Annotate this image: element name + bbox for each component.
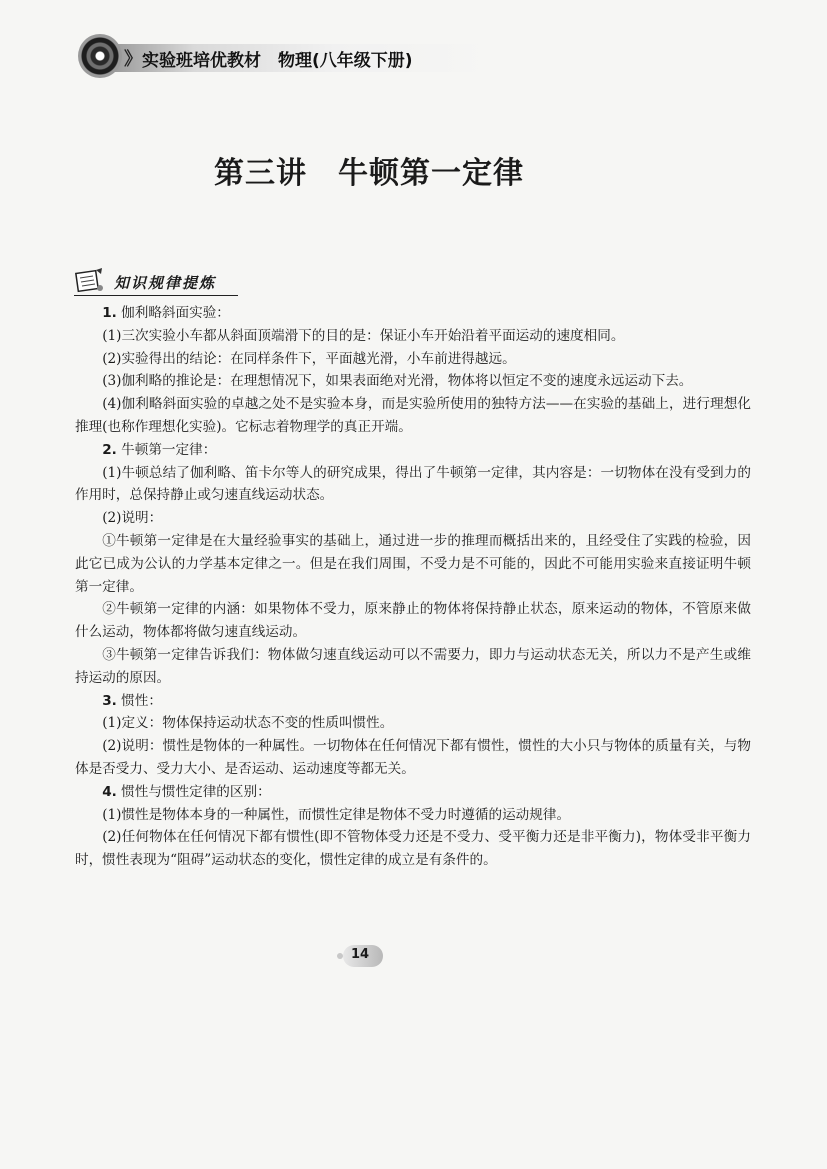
body-paragraph: (3)伽利略的推论是：在理想情况下，如果表面绝对光滑，物体将以恒定不变的速度永远运动下去。 bbox=[102, 373, 693, 390]
heading-text: 惯性与惯性定律的区别： bbox=[121, 783, 271, 800]
chevron-right-icon: 》 bbox=[124, 49, 139, 70]
running-header bbox=[78, 32, 498, 82]
numbered-heading bbox=[75, 690, 751, 713]
body-paragraph: (2)任何物体在任何情况下都有惯性(即不管物体受力还是不受力、受平衡力还是非平衡力)，物体受非平衡力时，惯性表现为“阻碍”运动状态的变化，惯性定律的成立是有条件的。 bbox=[75, 829, 751, 869]
numbered-heading bbox=[75, 781, 751, 804]
divider bbox=[74, 295, 238, 296]
body-paragraph: (2)说明：惯性是物体的一种属性。一切物体在任何情况下都有惯性，惯性的大小只与物体的质量有关，与物体是否受力、受力大小、是否运动、运动速度等都无关。 bbox=[75, 738, 751, 777]
heading-text: 伽利略斜面实验： bbox=[121, 305, 230, 321]
notebook-icon bbox=[74, 266, 104, 294]
body-paragraph: (2)实验得出的结论：在同样条件下，平面越光滑，小车前进得越远。 bbox=[102, 350, 516, 367]
heading-text: 惯性： bbox=[121, 692, 162, 709]
heading-number: 1. bbox=[102, 305, 117, 321]
page-number-badge bbox=[337, 943, 383, 969]
section-heading bbox=[74, 262, 254, 298]
body-paragraph: (1)三次实验小车都从斜面顶端滑下的目的是：保证小车开始沿着平面运动的速度相同。 bbox=[102, 327, 625, 344]
heading-number: 4. bbox=[102, 783, 117, 800]
body-paragraph: ①牛顿第一定律是在大量经验事实的基础上，通过进一步的推理而概括出来的，且经受住了实践的检验，因此它已成为公认的力学基本定律之一。但是在我们周围，不受力是不可能的，因此不可能用实验来直接证明牛顿第一定律。 bbox=[75, 532, 751, 595]
main-content bbox=[75, 302, 751, 872]
numbered-heading bbox=[75, 439, 751, 462]
body-paragraph: (1)牛顿总结了伽利略、笛卡尔等人的研究成果，得出了牛顿第一定律，其内容是：一切物体在没有受到力的作用时，总保持静止或匀速直线运动状态。 bbox=[75, 464, 751, 504]
numbered-heading bbox=[75, 302, 751, 325]
body-paragraph: (1)惯性是物体本身的一种属性，而惯性定律是物体不受力时遵循的运动规律。 bbox=[102, 806, 571, 823]
heading-text: 牛顿第一定律： bbox=[121, 441, 217, 458]
page-number: 14 bbox=[350, 947, 370, 962]
body-paragraph: (4)伽利略斜面实验的卓越之处不是实验本身，而是实验所使用的独特方法——在实验的基础上，进行理想化推理(也称作理想化实验)。它标志着物理学的真正开端。 bbox=[75, 396, 751, 435]
disc-icon bbox=[78, 34, 122, 78]
section-label: 知识规律提炼 bbox=[114, 274, 217, 292]
body-paragraph: ②牛顿第一定律的内涵：如果物体不受力，原来静止的物体将保持静止状态，原来运动的物体，不管原来做什么运动，物体都将做匀速直线运动。 bbox=[75, 601, 751, 641]
body-paragraph: ③牛顿第一定律告诉我们：物体做匀速直线运动可以不需要力，即力与运动状态无关，所以力不是产生或维持运动的原因。 bbox=[75, 646, 751, 686]
heading-number: 3. bbox=[102, 692, 117, 709]
body-paragraph: (1)定义：物体保持运动状态不变的性质叫惯性。 bbox=[102, 715, 394, 732]
chapter-title: 第三讲 牛顿第一定律 bbox=[214, 156, 524, 191]
book-title: 实验班培优教材 物理(八年级下册) bbox=[142, 51, 413, 71]
heading-number: 2. bbox=[102, 441, 117, 458]
body-paragraph: (2)说明： bbox=[102, 510, 163, 527]
